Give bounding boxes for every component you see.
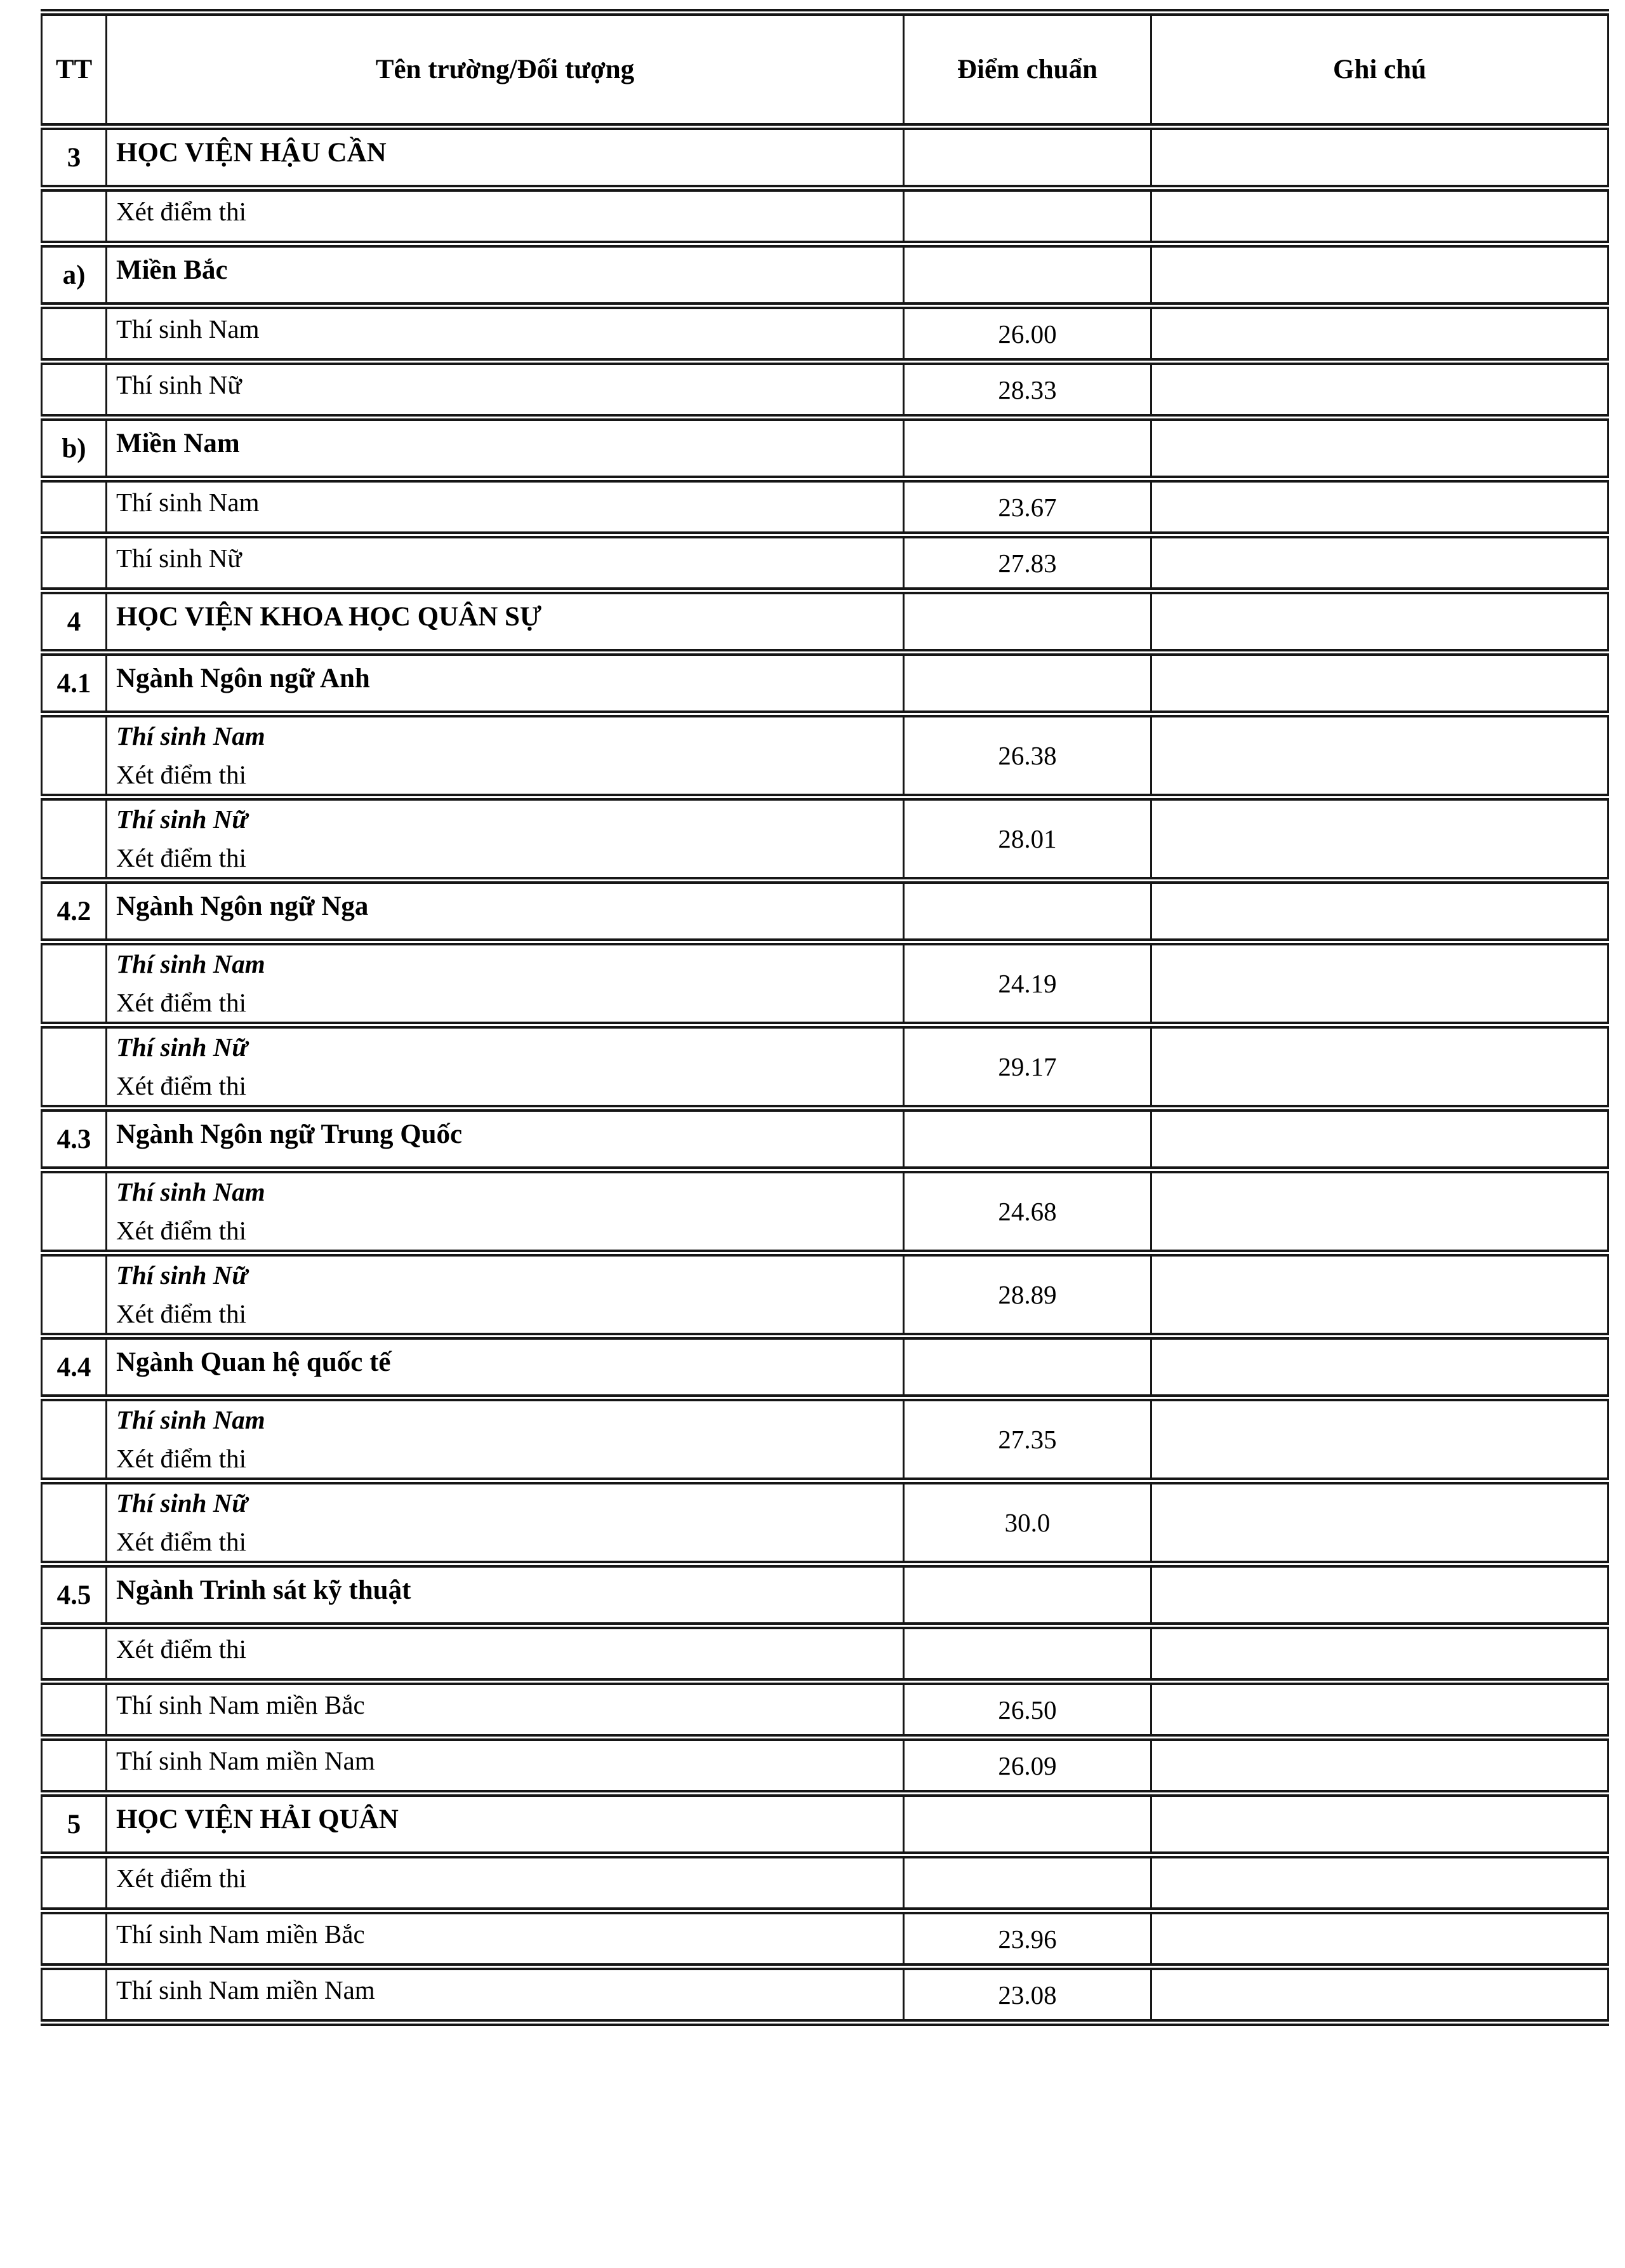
cell-tt [42,1170,107,1253]
cell-name [107,1398,904,1481]
cell-tt: 4 [42,591,107,653]
table-row [42,1682,1608,1738]
table-row [42,1794,1608,1855]
table-row [42,942,1608,1025]
table-row [42,1855,1608,1911]
cell-name [107,479,904,535]
cell-name [107,1253,904,1337]
cell-name [107,1911,904,1967]
table-row [42,1911,1608,1967]
cell-tt: 4.1 [42,653,107,714]
cell-note [1151,418,1608,479]
header-note: Ghi chú [1151,13,1608,127]
cell-tt: 4.3 [42,1109,107,1170]
cell-tt [42,1253,107,1337]
table-row [42,1626,1608,1682]
cell-note [1151,1794,1608,1855]
cell-score: 28.89 [904,1253,1151,1337]
cell-note [1151,1738,1608,1794]
row-label: Ngành Ngôn ngữ Anh [116,664,370,694]
header-name: Tên trường/Đối tượng [107,13,904,127]
cell-score [904,189,1151,244]
cell-score [904,591,1151,653]
table-row [42,1738,1608,1794]
cell-name [107,653,904,714]
row-label: Xét điểm thi [116,196,246,226]
row-label: Thí sinh Nam miền Nam [116,1745,375,1775]
table-row [42,1253,1608,1337]
row-label: Thí sinh Nữ [116,1260,248,1290]
row-sublabel: Xét điểm thi [116,843,246,872]
table-row [42,881,1608,942]
table-row [42,189,1608,244]
row-label: Ngành Trinh sát kỹ thuật [116,1575,411,1606]
row-label: Thí sinh Nữ [116,543,242,573]
row-label: HỌC VIỆN KHOA HỌC QUÂN SỰ [116,602,542,632]
cell-note [1151,1564,1608,1626]
cell-score: 26.50 [904,1682,1151,1738]
cell-tt [42,1682,107,1738]
table-header-row [42,13,1608,127]
cell-note [1151,535,1608,591]
row-label: Thí sinh Nam miền Bắc [116,1919,365,1949]
table-row [42,1481,1608,1564]
cell-note [1151,127,1608,189]
header-score: Điểm chuẩn [904,13,1151,127]
row-label: Thí sinh Nữ [116,1032,248,1062]
table-row [42,714,1608,797]
cell-note [1151,942,1608,1025]
cell-note [1151,653,1608,714]
cell-tt [42,535,107,591]
cell-name [107,1564,904,1626]
cell-score [904,1855,1151,1911]
cell-tt [42,306,107,362]
table-row [42,306,1608,362]
cell-name [107,418,904,479]
cell-tt [42,479,107,535]
row-label: Thí sinh Nam [116,1404,265,1434]
row-label: Xét điểm thi [116,1863,246,1893]
cell-note [1151,1682,1608,1738]
table-row [42,591,1608,653]
cell-name [107,306,904,362]
cell-score: 29.17 [904,1025,1151,1109]
row-sublabel: Xét điểm thi [116,988,246,1017]
table-row [42,797,1608,881]
cell-tt: b) [42,418,107,479]
table-row [42,535,1608,591]
admission-scores-table [41,9,1609,2026]
cell-tt [42,1025,107,1109]
row-label: HỌC VIỆN HẢI QUÂN [116,1804,399,1835]
cell-score: 28.01 [904,797,1151,881]
row-label: Thí sinh Nam [116,1177,265,1206]
cell-tt [42,1855,107,1911]
cell-score: 23.96 [904,1911,1151,1967]
row-sublabel: Xét điểm thi [116,760,246,789]
cell-score [904,1626,1151,1682]
cell-name [107,1682,904,1738]
row-label: Thí sinh Nam miền Nam [116,1975,375,2005]
cell-name [107,1794,904,1855]
cell-note [1151,244,1608,306]
cell-score: 27.35 [904,1398,1151,1481]
cell-note [1151,306,1608,362]
cell-note [1151,1025,1608,1109]
cell-score: 23.67 [904,479,1151,535]
cell-name [107,881,904,942]
cell-score: 26.00 [904,306,1151,362]
cell-tt [42,942,107,1025]
table-row [42,418,1608,479]
cell-score: 30.0 [904,1481,1151,1564]
cell-note [1151,1109,1608,1170]
cell-note [1151,714,1608,797]
table-row [42,244,1608,306]
cell-name [107,535,904,591]
table-row [42,1337,1608,1398]
row-label: Miền Bắc [116,255,228,286]
cell-name [107,1337,904,1398]
cell-tt [42,1481,107,1564]
cell-tt: 4.4 [42,1337,107,1398]
row-sublabel: Xét điểm thi [116,1527,246,1556]
table-row [42,127,1608,189]
row-sublabel: Xét điểm thi [116,1216,246,1245]
row-label: Thí sinh Nam [116,314,260,344]
cell-note [1151,1337,1608,1398]
cell-name [107,1170,904,1253]
cell-note [1151,881,1608,942]
cell-note [1151,1170,1608,1253]
cell-tt [42,362,107,418]
table-row [42,479,1608,535]
cell-tt: a) [42,244,107,306]
table-row [42,1398,1608,1481]
row-label: Thí sinh Nữ [116,370,242,399]
cell-score [904,653,1151,714]
table-row [42,1170,1608,1253]
cell-name [107,189,904,244]
row-label: Thí sinh Nam miền Bắc [116,1690,365,1719]
cell-tt [42,1626,107,1682]
cell-note [1151,1967,1608,2023]
cell-tt [42,1398,107,1481]
cell-name [107,1967,904,2023]
cell-name [107,244,904,306]
cell-score [904,881,1151,942]
cell-name [107,714,904,797]
row-label: Miền Nam [116,429,240,459]
cell-score [904,127,1151,189]
cell-name [107,1626,904,1682]
cell-score [904,418,1151,479]
cell-note [1151,1626,1608,1682]
table-row [42,1967,1608,2023]
row-label: Ngành Quan hệ quốc tế [116,1347,391,1378]
cell-name [107,1481,904,1564]
cell-score [904,1794,1151,1855]
cell-note [1151,189,1608,244]
cell-name [107,942,904,1025]
row-label: HỌC VIỆN HẬU CẦN [116,138,387,168]
cell-score: 26.09 [904,1738,1151,1794]
cell-score: 27.83 [904,535,1151,591]
cell-name [107,362,904,418]
cell-note [1151,1253,1608,1337]
cell-note [1151,1398,1608,1481]
cell-name [107,1109,904,1170]
row-sublabel: Xét điểm thi [116,1299,246,1328]
row-label: Thí sinh Nữ [116,1488,248,1518]
cell-score [904,1337,1151,1398]
row-label: Thí sinh Nam [116,721,265,750]
cell-score: 26.38 [904,714,1151,797]
cell-name [107,591,904,653]
cell-note [1151,797,1608,881]
cell-score [904,1564,1151,1626]
header-tt: TT [42,13,107,127]
table-row [42,1564,1608,1626]
table-row [42,362,1608,418]
cell-note [1151,362,1608,418]
cell-tt: 3 [42,127,107,189]
cell-score [904,1109,1151,1170]
row-label: Xét điểm thi [116,1634,246,1664]
cell-tt: 5 [42,1794,107,1855]
cell-note [1151,479,1608,535]
row-sublabel: Xét điểm thi [116,1071,246,1100]
row-label: Ngành Ngôn ngữ Trung Quốc [116,1119,463,1150]
cell-tt [42,189,107,244]
cell-name [107,1025,904,1109]
cell-score: 23.08 [904,1967,1151,2023]
cell-note [1151,591,1608,653]
cell-name [107,1855,904,1911]
cell-name [107,1738,904,1794]
cell-tt [42,1911,107,1967]
cell-tt: 4.2 [42,881,107,942]
cell-tt [42,1738,107,1794]
cell-name [107,127,904,189]
cell-score [904,244,1151,306]
table-row [42,653,1608,714]
table-row [42,1025,1608,1109]
row-label: Thí sinh Nam [116,487,260,517]
row-sublabel: Xét điểm thi [116,1444,246,1473]
cell-tt [42,1967,107,2023]
table-row [42,1109,1608,1170]
cell-note [1151,1481,1608,1564]
cell-note [1151,1911,1608,1967]
cell-tt [42,797,107,881]
cell-score: 24.68 [904,1170,1151,1253]
cell-score: 24.19 [904,942,1151,1025]
row-label: Ngành Ngôn ngữ Nga [116,891,369,922]
cell-name [107,797,904,881]
row-label: Thí sinh Nữ [116,804,248,834]
cell-score: 28.33 [904,362,1151,418]
cell-note [1151,1855,1608,1911]
cell-tt [42,714,107,797]
cell-tt: 4.5 [42,1564,107,1626]
row-label: Thí sinh Nam [116,949,265,978]
